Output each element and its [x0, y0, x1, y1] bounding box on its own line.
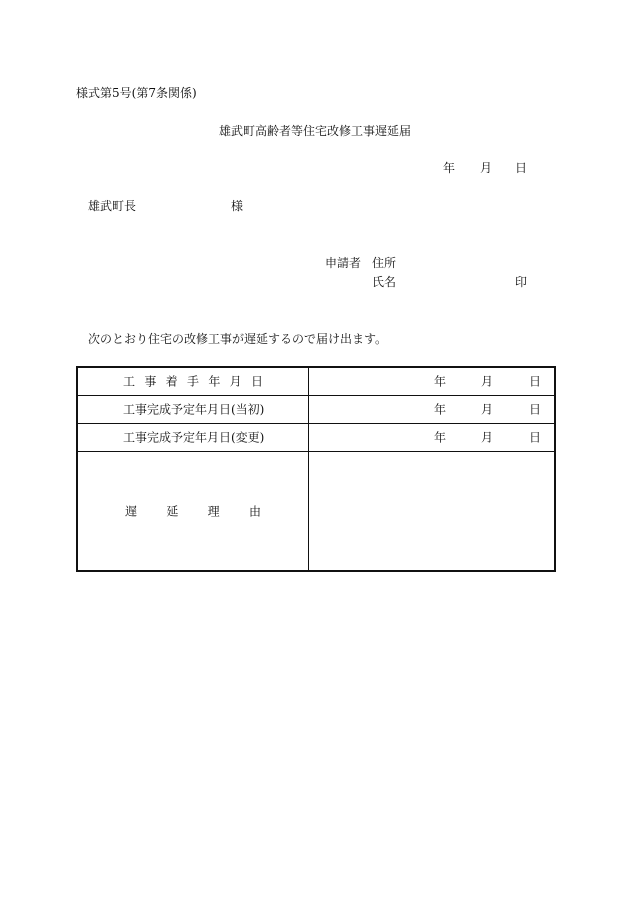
- planned-changed-year: 年: [434, 430, 447, 445]
- planned-original-day: 日: [529, 402, 542, 417]
- table-row-planned-changed: [77, 423, 555, 451]
- label-char: 理: [207, 504, 220, 519]
- label-char: 年: [208, 374, 221, 389]
- start-date-day: 日: [529, 374, 542, 389]
- start-date-month: 月: [481, 374, 494, 389]
- label-char: 由: [248, 504, 261, 519]
- label-char: 手: [186, 374, 199, 389]
- planned-original-month: 月: [481, 402, 494, 417]
- planned-original-label: 工事完成予定年月日(当初): [123, 402, 265, 417]
- address-label: 住所: [372, 256, 397, 270]
- label-char: 延: [166, 504, 179, 519]
- start-date-label: [123, 373, 263, 390]
- delay-reason-label-cell: [77, 451, 309, 571]
- table-row-delay-reason: [77, 451, 555, 571]
- start-date-label-cell: [77, 367, 309, 395]
- label-char: 事: [144, 374, 157, 389]
- addressee-honorific: 様: [231, 199, 244, 213]
- start-date-value-cell[interactable]: [309, 367, 556, 395]
- label-char: 日: [250, 374, 263, 389]
- statement-text: 次のとおり住宅の改修工事が遅延するので届け出ます。: [88, 332, 388, 346]
- date-year-label: 年: [443, 161, 456, 175]
- delay-reason-value-cell[interactable]: [309, 451, 556, 571]
- delay-reason-label: [125, 502, 261, 519]
- planned-original-label-cell: [77, 395, 309, 423]
- name-label: 氏名: [372, 275, 397, 289]
- planned-changed-value-cell[interactable]: [309, 423, 556, 451]
- table-row-start-date: [77, 367, 555, 395]
- label-char: 月: [229, 374, 242, 389]
- date-day-label: 日: [515, 161, 528, 175]
- table-row-planned-original: [77, 395, 555, 423]
- planned-changed-day: 日: [529, 430, 542, 445]
- planned-original-value-cell[interactable]: [309, 395, 556, 423]
- start-date-year: 年: [434, 374, 447, 389]
- seal-mark: 印: [515, 275, 528, 289]
- applicant-label: 申請者: [325, 256, 362, 270]
- planned-changed-month: 月: [481, 430, 494, 445]
- form-number: 様式第5号(第7条関係): [76, 86, 197, 100]
- planned-changed-label-cell: [77, 423, 309, 451]
- addressee-name: 雄武町長: [88, 199, 137, 213]
- delay-form-table: [76, 366, 556, 572]
- date-month-label: 月: [480, 161, 493, 175]
- planned-changed-label: 工事完成予定年月日(変更): [123, 430, 265, 445]
- planned-original-year: 年: [434, 402, 447, 417]
- label-char: 着: [165, 374, 178, 389]
- label-char: 遅: [125, 504, 138, 519]
- label-char: 工: [123, 374, 136, 389]
- document-title: 雄武町高齢者等住宅改修工事遅延届: [219, 124, 412, 138]
